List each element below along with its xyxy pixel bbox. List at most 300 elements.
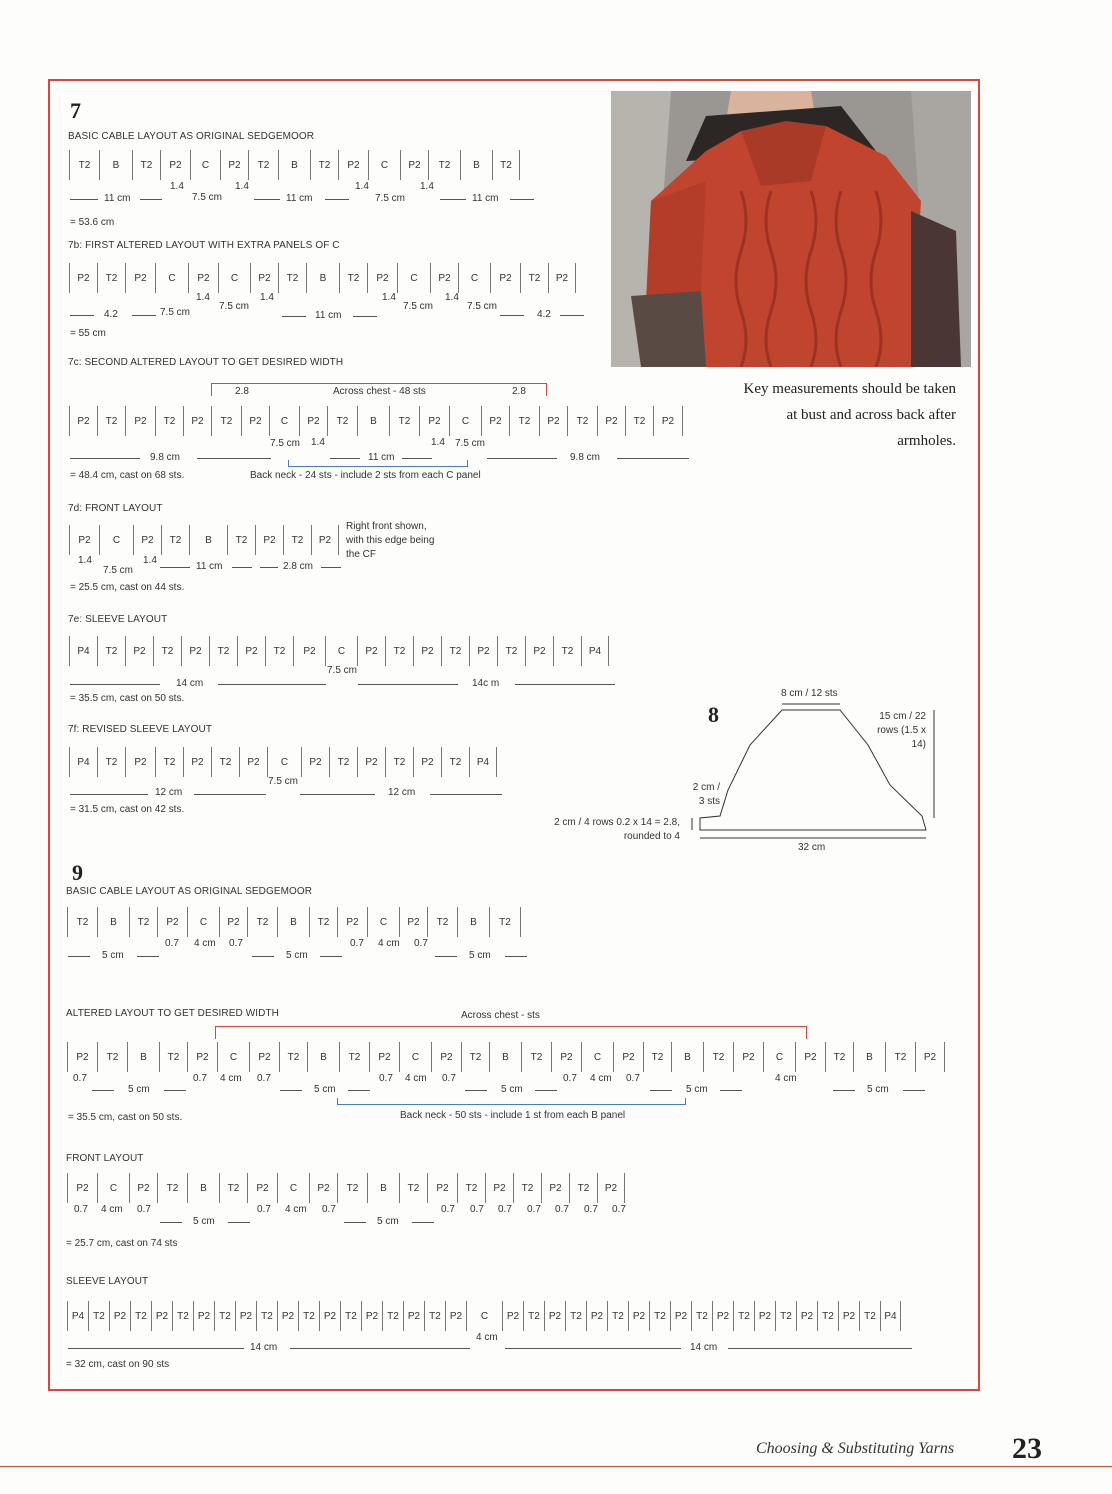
stitch-panel: T2	[385, 636, 413, 666]
dimension-line	[228, 1222, 250, 1223]
stitch-panel: P2	[915, 1042, 945, 1072]
measure-label: 4 cm	[285, 1204, 307, 1215]
stitch-panel: P2	[129, 1173, 157, 1203]
measure-label: 4 cm	[194, 938, 216, 949]
section-title: FRONT LAYOUT	[66, 1153, 144, 1164]
dimension-line	[344, 1222, 366, 1223]
section-number-9: 9	[72, 860, 83, 885]
stitch-panel: T2	[97, 1042, 127, 1072]
measure-label: 2.8	[235, 386, 249, 397]
measure-label: 4 cm	[220, 1073, 242, 1084]
stitch-panel: B	[853, 1042, 885, 1072]
stitch-panel: T2	[649, 1301, 670, 1331]
stitch-label: 0.7	[165, 938, 179, 949]
stitch-panel: T2	[399, 1173, 427, 1203]
sweater-photo	[611, 91, 971, 367]
dimension-line	[70, 315, 94, 316]
measure-label: 2.8	[512, 386, 526, 397]
stitch-panel: P2	[712, 1301, 733, 1331]
section-title: 7f: REVISED SLEEVE LAYOUT	[68, 724, 213, 735]
stitch-label: 1.4	[78, 555, 92, 566]
stitch-panel: T2	[159, 1042, 187, 1072]
stitch-panel: P2	[219, 907, 247, 937]
stitch-panel: T2	[227, 525, 255, 555]
stitch-panel: T2	[457, 1173, 485, 1203]
stitch-panel: T2	[283, 525, 311, 555]
stitch-label: 1.4	[445, 292, 459, 303]
stitch-panel: T2	[310, 150, 338, 180]
stitch-panel: P2	[413, 636, 441, 666]
stitch-panel: T2	[567, 406, 597, 436]
stitch-panel: B	[307, 1042, 339, 1072]
stitch-label: 1.4	[431, 437, 445, 448]
stitch-panel: P2	[67, 1042, 97, 1072]
dimension-line	[358, 684, 458, 685]
stitch-label: 0.7	[414, 938, 428, 949]
stitch-panel: P2	[796, 1301, 817, 1331]
stitch-panel: P2	[311, 525, 339, 555]
measure-label: 11 cm	[104, 193, 131, 204]
stitch-panel: T2	[279, 1042, 307, 1072]
dimension-line	[430, 794, 502, 795]
total-label: = 53.6 cm	[70, 217, 115, 228]
stitch-panel: C	[367, 907, 399, 937]
stitch-panel: P2	[525, 636, 553, 666]
stitch-panel: P2	[419, 406, 449, 436]
section-title: BASIC CABLE LAYOUT AS ORIGINAL SEDGEMOOR	[66, 886, 313, 897]
front-note: Right front shown, with this edge being the CF	[346, 521, 435, 560]
dimension-line	[500, 315, 524, 316]
stitch-panel: P2	[597, 1173, 625, 1203]
dimension-line	[325, 199, 349, 200]
stitch-label: 0.7	[498, 1204, 512, 1215]
stitch-panel: P2	[597, 406, 625, 436]
measure-label: 4 cm	[378, 938, 400, 949]
measure-label: 7.5 cm	[219, 301, 250, 312]
cable-row	[69, 636, 609, 666]
stitch-label: 0.7	[612, 1204, 626, 1215]
stitch-panel: P2	[445, 1301, 466, 1331]
measure-label: 7.5 cm	[467, 301, 498, 312]
stitch-panel: P2	[188, 263, 218, 293]
measure-label: 4 cm	[775, 1073, 797, 1084]
measure-label: 5 cm	[867, 1084, 889, 1095]
stitch-label: 1.4	[355, 181, 369, 192]
stitch-panel: T2	[211, 747, 239, 777]
stitch-panel: C	[449, 406, 481, 436]
stitch-panel: P2	[541, 1173, 569, 1203]
stitch-panel: C	[458, 263, 490, 293]
stitch-panel: T2	[427, 907, 457, 937]
total-label: = 55 cm	[70, 328, 106, 339]
key-measurements-note: Key measurements should be taken at bust and across back after armholes.	[743, 381, 956, 449]
measure-label: 5 cm	[128, 1084, 150, 1095]
stitch-panel: T2	[339, 263, 367, 293]
stitch-label: 0.7	[584, 1204, 598, 1215]
stitch-panel: P2	[838, 1301, 859, 1331]
stitch-panel: P2	[400, 150, 428, 180]
stitch-panel: T2	[329, 747, 357, 777]
stitch-panel: P2	[319, 1301, 340, 1331]
measure-label: 5 cm	[686, 1084, 708, 1095]
stitch-panel: C	[97, 1173, 129, 1203]
stitch-panel: P2	[544, 1301, 565, 1331]
measure-label: 4 cm	[405, 1073, 427, 1084]
cable-row	[67, 1301, 901, 1331]
stitch-label: 0.7	[442, 1073, 456, 1084]
stitch-panel: C	[217, 1042, 249, 1072]
measure-label: 7.5 cm	[403, 301, 434, 312]
stitch-panel: P2	[220, 150, 248, 180]
dimension-line	[650, 1090, 672, 1091]
stitch-panel: C	[155, 263, 188, 293]
total-label: = 35.5 cm, cast on 50 sts.	[68, 1112, 183, 1123]
stitch-panel: B	[189, 525, 227, 555]
measure-label: 7.5 cm	[103, 565, 134, 576]
stitch-panel: B	[187, 1173, 219, 1203]
dimension-line	[515, 684, 615, 685]
stitch-panel: P2	[125, 747, 155, 777]
stitch-panel: P2	[490, 263, 520, 293]
stitch-label: 0.7	[470, 1204, 484, 1215]
section-number-8: 8	[708, 702, 719, 727]
dimension-line	[487, 458, 557, 459]
stitch-panel: P2	[399, 907, 427, 937]
stitch-panel: T2	[155, 406, 183, 436]
stitch-panel: C	[325, 636, 357, 666]
section-title: ALTERED LAYOUT TO GET DESIRED WIDTH	[66, 1008, 279, 1019]
section-title: 7e: SLEEVE LAYOUT	[68, 614, 168, 625]
measure-label: 14 cm	[250, 1342, 278, 1353]
stitch-panel: T2	[775, 1301, 796, 1331]
measure-label: 12 cm	[388, 787, 416, 798]
stitch-panel: P2	[309, 1173, 337, 1203]
section-title: 7d: FRONT LAYOUT	[68, 503, 163, 514]
stitch-panel: T2	[691, 1301, 712, 1331]
measure-label: 11 cm	[286, 193, 313, 204]
stitch-panel: T2	[309, 907, 337, 937]
stitch-panel: C	[763, 1042, 795, 1072]
stitch-label: 1.4	[143, 555, 157, 566]
across-chest-label: Across chest - 48 sts	[333, 386, 426, 397]
stitch-panel: T2	[298, 1301, 319, 1331]
stitch-panel: B	[357, 406, 389, 436]
stitch-panel: P2	[413, 747, 441, 777]
measure-label: 2.8 cm	[283, 561, 314, 572]
stitch-panel: P2	[69, 406, 97, 436]
stitch-panel: P2	[69, 525, 99, 555]
stitch-panel: T2	[733, 1301, 754, 1331]
measure-label: 7.5 cm	[375, 193, 406, 204]
stitch-panel: P2	[469, 636, 497, 666]
stitch-panel: T2	[385, 747, 413, 777]
dimension-line	[254, 199, 280, 200]
measure-label: 4.2	[104, 309, 118, 320]
stitch-panel: T2	[153, 636, 181, 666]
stitch-panel: P2	[67, 1173, 97, 1203]
stitch-panel: P2	[125, 263, 155, 293]
total-label: = 48.4 cm, cast on 68 sts.	[70, 470, 185, 481]
stitch-panel: T2	[523, 1301, 544, 1331]
stitch-panel: P2	[125, 636, 153, 666]
dimension-line	[412, 1222, 434, 1223]
measure-label: 12 cm	[155, 787, 183, 798]
cable-row	[69, 406, 683, 436]
stitch-panel: T2	[278, 263, 306, 293]
dimension-line	[290, 1348, 470, 1349]
stitch-panel: P2	[485, 1173, 513, 1203]
stitch-panel: P2	[187, 1042, 217, 1072]
stitch-panel: P2	[255, 525, 283, 555]
stitch-label: 0.7	[555, 1204, 569, 1215]
stitch-panel: C	[466, 1301, 502, 1331]
stitch-panel: P4	[67, 1301, 88, 1331]
stitch-panel: P2	[125, 406, 155, 436]
measure-label: 5 cm	[286, 950, 308, 961]
stitch-panel: T2	[441, 636, 469, 666]
measure-label: 5 cm	[469, 950, 491, 961]
across-chest-bracket	[215, 1026, 807, 1039]
stitch-panel: C	[190, 150, 220, 180]
stitch-panel: P2	[367, 263, 397, 293]
stitch-panel: T2	[172, 1301, 193, 1331]
dimension-line	[160, 1222, 182, 1223]
dimension-line	[70, 199, 98, 200]
measure-label: 14 cm	[176, 678, 204, 689]
stitch-panel: T2	[509, 406, 539, 436]
stitch-panel: P4	[69, 636, 97, 666]
stitch-label: 1.4	[311, 437, 325, 448]
dimension-line	[617, 458, 689, 459]
dimension-line	[903, 1090, 925, 1091]
stitch-panel: P2	[551, 1042, 581, 1072]
stitch-label: 0.7	[74, 1204, 88, 1215]
stitch-panel: C	[581, 1042, 613, 1072]
stitch-panel: P2	[337, 907, 367, 937]
cable-row	[67, 907, 521, 937]
stitch-panel: T2	[130, 1301, 151, 1331]
dimension-line	[535, 1090, 557, 1091]
stitch-label: 1.4	[235, 181, 249, 192]
stitch-panel: P2	[277, 1301, 298, 1331]
dimension-line	[300, 794, 375, 795]
dimension-line	[465, 1090, 487, 1091]
stitch-panel: P2	[249, 1042, 279, 1072]
stitch-panel: P2	[239, 747, 267, 777]
stitch-label: 0.7	[193, 1073, 207, 1084]
dimension-line	[348, 1090, 370, 1091]
stitch-panel: P4	[469, 747, 497, 777]
dimension-line	[833, 1090, 855, 1091]
section-number-7: 7	[70, 98, 81, 123]
dimension-line	[720, 1090, 742, 1091]
measure-label: 5 cm	[102, 950, 124, 961]
stitch-panel: P2	[670, 1301, 691, 1331]
dimension-line	[164, 1090, 186, 1091]
measure-label: 14c m	[472, 678, 500, 689]
measure-label: 5 cm	[193, 1216, 215, 1227]
stitch-panel: C	[397, 263, 430, 293]
dimension-line	[505, 956, 527, 957]
side-label: 2 cm / 3 sts	[692, 782, 720, 807]
measure-label: 5 cm	[314, 1084, 336, 1095]
back-neck-bracket	[288, 460, 468, 467]
stitch-label: 0.7	[626, 1073, 640, 1084]
stitch-panel: T2	[382, 1301, 403, 1331]
stitch-panel: P2	[247, 1173, 277, 1203]
dimension-line	[218, 684, 326, 685]
stitch-panel: T2	[825, 1042, 853, 1072]
stitch-label: 0.7	[73, 1073, 87, 1084]
stitch-panel: B	[278, 150, 310, 180]
cable-row	[69, 525, 339, 555]
stitch-panel: B	[457, 907, 489, 937]
stitch-panel: T2	[521, 1042, 551, 1072]
page-number: 23	[1012, 1432, 1042, 1465]
stitch-panel: P2	[235, 1301, 256, 1331]
dimension-line	[728, 1348, 912, 1349]
stitch-panel: T2	[97, 747, 125, 777]
stitch-label: 0.7	[257, 1073, 271, 1084]
dimension-line	[68, 956, 90, 957]
stitch-panel: T2	[69, 150, 99, 180]
stitch-label: 1.4	[196, 292, 210, 303]
stitch-panel: P2	[628, 1301, 649, 1331]
stitch-panel: T2	[219, 1173, 247, 1203]
stitch-panel: P2	[183, 406, 211, 436]
cable-row	[69, 747, 497, 777]
stitch-panel: P4	[581, 636, 609, 666]
stitch-panel: T2	[497, 636, 525, 666]
stitch-panel: P2	[237, 636, 265, 666]
running-footer: Choosing & Substituting Yarns	[756, 1440, 955, 1457]
measure-label: 7.5 cm	[270, 438, 301, 449]
measure-label: 11 cm	[315, 310, 342, 321]
stitch-panel: P2	[427, 1173, 457, 1203]
measure-label: 7.5 cm	[455, 438, 486, 449]
section-title: SLEEVE LAYOUT	[66, 1276, 149, 1287]
stitch-panel: P2	[431, 1042, 461, 1072]
stitch-panel: T2	[441, 747, 469, 777]
stitch-panel: T2	[155, 747, 183, 777]
section-title: 7c: SECOND ALTERED LAYOUT TO GET DESIRED WIDTH	[68, 357, 344, 368]
stitch-panel: B	[671, 1042, 703, 1072]
measure-label: 4 cm	[476, 1332, 498, 1343]
stitch-panel: P2	[539, 406, 567, 436]
stitch-panel: B	[306, 263, 339, 293]
dimension-line	[92, 1090, 114, 1091]
stitch-panel: T2	[340, 1301, 361, 1331]
stitch-panel: T2	[607, 1301, 628, 1331]
measure-label: 4 cm	[590, 1073, 612, 1084]
stitch-panel: T2	[817, 1301, 838, 1331]
dimension-line	[560, 315, 584, 316]
stitch-panel: C	[218, 263, 250, 293]
stitch-panel: T2	[209, 636, 237, 666]
stitch-panel: T2	[67, 907, 97, 937]
stitch-panel: T2	[625, 406, 653, 436]
stitch-panel: T2	[211, 406, 241, 436]
stitch-panel: C	[267, 747, 301, 777]
stitch-panel: T2	[885, 1042, 915, 1072]
stitch-label: 0.7	[379, 1073, 393, 1084]
measure-label: 9.8 cm	[570, 452, 601, 463]
stitch-panel: P4	[69, 747, 97, 777]
measure-label: 14 cm	[690, 1342, 718, 1353]
stitch-panel: C	[277, 1173, 309, 1203]
stitch-panel: T2	[389, 406, 419, 436]
measure-label: 9.8 cm	[150, 452, 181, 463]
stitch-panel: P2	[338, 150, 368, 180]
stitch-panel: T2	[461, 1042, 489, 1072]
stitch-panel: P2	[733, 1042, 763, 1072]
back-neck-label: Back neck - 50 sts - include 1 st from each B panel	[400, 1110, 626, 1121]
stitch-panel: T2	[553, 636, 581, 666]
stitch-panel: C	[399, 1042, 431, 1072]
stitch-panel: T2	[88, 1301, 109, 1331]
dimension-line	[252, 956, 274, 957]
dimension-line	[505, 1348, 681, 1349]
stitch-panel: C	[269, 406, 299, 436]
stitch-label: 1.4	[420, 181, 434, 192]
stitch-panel: T2	[520, 263, 548, 293]
stitch-panel: P2	[109, 1301, 130, 1331]
stitch-label: 0.7	[229, 938, 243, 949]
stitch-panel: B	[127, 1042, 159, 1072]
measure-label: 7.5 cm	[160, 307, 191, 318]
back-neck-label: Back neck - 24 sts - include 2 sts from each C panel	[250, 470, 481, 481]
stitch-label: 1.4	[170, 181, 184, 192]
stitch-panel: P2	[403, 1301, 424, 1331]
stitch-panel: T2	[97, 636, 125, 666]
stitch-panel: T2	[859, 1301, 880, 1331]
stitch-panel: P2	[160, 150, 190, 180]
across-chest-label: Across chest - sts	[461, 1010, 540, 1021]
stitch-panel: P2	[754, 1301, 775, 1331]
stitch-panel: T2	[643, 1042, 671, 1072]
stitch-panel: B	[460, 150, 492, 180]
measure-label: 7.5 cm	[192, 192, 223, 203]
total-label: = 35.5 cm, cast on 50 sts.	[70, 693, 185, 704]
stitch-panel: T2	[513, 1173, 541, 1203]
footer-rule	[0, 1466, 1112, 1467]
dimension-line	[353, 316, 377, 317]
stitch-panel: T2	[129, 907, 157, 937]
stitch-panel: P2	[193, 1301, 214, 1331]
total-label: = 25.5 cm, cast on 44 sts.	[70, 582, 185, 593]
measure-label: 5 cm	[501, 1084, 523, 1095]
dimension-line	[330, 458, 360, 459]
stitch-panel: P2	[299, 406, 327, 436]
stitch-panel: P2	[157, 907, 187, 937]
stitch-panel: T2	[569, 1173, 597, 1203]
stitch-panel: P2	[357, 747, 385, 777]
dimension-line	[194, 794, 266, 795]
dimension-line	[402, 458, 432, 459]
section-title: BASIC CABLE LAYOUT AS ORIGINAL SEDGEMOOR	[68, 131, 315, 142]
stitch-panel: B	[97, 907, 129, 937]
dimension-line	[440, 199, 466, 200]
top-width-label: 8 cm / 12 sts	[781, 688, 838, 699]
measure-label: 11 cm	[472, 193, 499, 204]
stitch-panel: T2	[492, 150, 520, 180]
total-label: = 25.7 cm, cast on 74 sts	[66, 1238, 178, 1249]
stitch-label: 0.7	[563, 1073, 577, 1084]
measure-label: 11 cm	[196, 561, 223, 572]
back-neck-bracket	[337, 1098, 686, 1105]
stitch-panel: T2	[565, 1301, 586, 1331]
stitch-panel: P2	[548, 263, 576, 293]
